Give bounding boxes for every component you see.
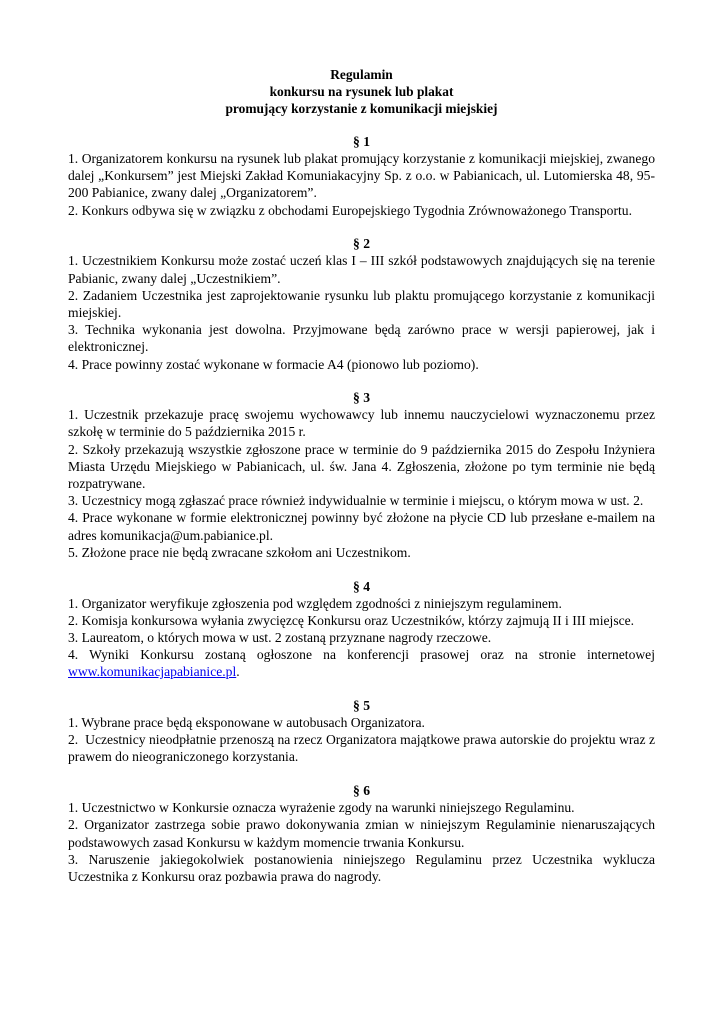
section-3 — [68, 389, 655, 561]
website-link[interactable]: www.komunikacjapabianice.pl — [68, 664, 237, 680]
section-heading: § 5 — [353, 698, 370, 714]
paragraph: 1. Uczestnictwo w Konkursie oznacza wyrażenie zgody na warunki niniejszego Regulaminu. — [68, 800, 575, 816]
paragraph: 3. Laureatom, o których mowa w ust. 2 zostaną przyznane nagrody rzeczowe. — [68, 629, 492, 645]
section-heading: § 4 — [353, 578, 370, 594]
section-heading: § 2 — [353, 236, 370, 252]
paragraph: 1. Uczestnikiem Konkursu może zostać uczeń klas I – III szkół podstawowych znajdujących się na terenie Pabianic, zwany dalej „Uczestnikiem”. — [68, 253, 655, 286]
section-1 — [68, 133, 655, 219]
section-4 — [68, 578, 655, 681]
section-heading: § 3 — [353, 390, 370, 406]
paragraph: 3. Naruszenie jakiegokolwiek postanowienia niniejszego Regulaminu przez Uczestnika wyklucza Uczestnika z Konkursu oraz pozbawia prawa do nagrody. — [68, 851, 655, 884]
paragraph: 1. Organizatorem konkursu na rysunek lub plakat promujący korzystanie z komunikacji miejskiej, zwanego dalej „Konkursem” jest Miejski Zakład Komuniakacyjny Sp. z o.o. w Pabianicach, ul. Lutomierska 48, 95-200 Pabianice, zwany dalej „Organizatorem”. — [68, 151, 655, 201]
paragraph: 4. Prace wykonane w formie elektronicznej powinny być złożone na płycie CD lub przesłane e-mailem na adres komunikacja@um.pabianice.pl. — [68, 510, 655, 543]
title-line-1: Regulamin — [330, 67, 393, 82]
paragraph-with-link — [68, 646, 655, 680]
paragraph: 3. Uczestnicy mogą zgłaszać prace również indywidualnie w terminie i miejscu, o którym mowa w ust. 2. — [68, 493, 644, 509]
paragraph: 1. Wybrane prace będą eksponowane w autobusach Organizatora. — [68, 715, 425, 731]
paragraph: 2. Zadaniem Uczestnika jest zaprojektowanie rysunku lub plaktu promującego korzystanie z komunikacji miejskiej. — [68, 287, 655, 320]
section-heading: § 1 — [353, 134, 370, 149]
paragraph: 2. Konkurs odbywa się w związku z obchodami Europejskiego Tygodnia Zrównoważonego Transportu. — [68, 202, 632, 218]
section-2 — [68, 235, 655, 372]
document-title — [68, 66, 655, 117]
paragraph: 1. Organizator weryfikuje zgłoszenia pod względem zgodności z niniejszym regulaminem. — [68, 595, 562, 611]
paragraph: 4. Prace powinny zostać wykonane w formacie A4 (pionowo lub poziomo). — [68, 356, 479, 372]
paragraph: 2. Szkoły przekazują wszystkie zgłoszone prace w terminie do 9 października 2015 do Zespołu Inżyniera Miasta Urzędu Miejskiego w Pabianicach, ul. św. Jana 4. Zgłoszenia, złożone po tym terminie nie będą rozpatrywane. — [68, 441, 655, 492]
title-line-2: konkursu na rysunek lub plakat — [269, 84, 454, 99]
paragraph: 3. Technika wykonania jest dowolna. Przyjmowane będą zarówno prace w wersji papierowej, jak i elektronicznej. — [68, 322, 655, 355]
paragraph: 2. Uczestnicy nieodpłatnie przenoszą na rzecz Organizatora majątkowe prawa autorskie do projektu wraz z prawem do nieograniczonego korzystania. — [68, 732, 659, 765]
paragraph: 2. Organizator zastrzega sobie prawo dokonywania zmian w niniejszym Regulaminie nienaruszających podstawowych zasad Konkursu w każdym momencie trwania Konkursu. — [68, 817, 655, 850]
paragraph-end: . — [236, 664, 240, 680]
section-6 — [68, 782, 655, 885]
section-heading: § 6 — [353, 783, 370, 799]
paragraph: 2. Komisja konkursowa wyłania zwycięzcę Konkursu oraz Uczestników, którzy zajmują II i III miejsce. — [68, 612, 635, 628]
section-5 — [68, 697, 659, 766]
regulations-document — [68, 66, 659, 902]
paragraph: 5. Złożone prace nie będą zwracane szkołom ani Uczestnikom. — [68, 544, 411, 560]
paragraph: 1. Uczestnik przekazuje pracę swojemu wychowawcy lub innemu nauczycielowi wyznaczonemu przez szkołę w terminie do 5 października 2015 r. — [68, 407, 655, 440]
paragraph-text: 4. Wyniki Konkursu zostaną ogłoszone na konferencji prasowej oraz na stronie internetowej — [68, 647, 655, 663]
title-line-3: promujący korzystanie z komunikacji miejskiej — [225, 101, 498, 116]
